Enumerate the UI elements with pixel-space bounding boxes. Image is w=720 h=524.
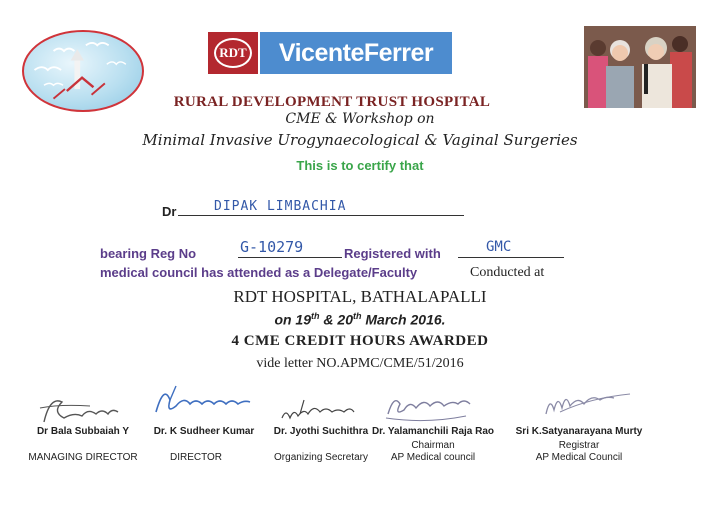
recipient-underline — [178, 215, 464, 216]
signatory-4-title: Chairman — [411, 440, 455, 451]
dates-sup-2: th — [352, 311, 362, 321]
recipient-prefix: Dr — [162, 204, 177, 219]
hospital-title: RURAL DEVELOPMENT TRUST HOSPITAL — [173, 94, 491, 110]
registered-with-label: Registered with — [344, 246, 441, 261]
signatory-5-title2: AP Medical Council — [535, 452, 623, 463]
reg-no-underline — [238, 257, 342, 258]
signatory-4-name: Dr. Yalamanchili Raja Rao — [371, 426, 495, 437]
event-dates — [0, 311, 720, 328]
recipient-name: DIPAK LIMBACHIA — [214, 199, 347, 214]
credit-hours: 4 CME CREDIT HOURS AWARDED — [231, 333, 489, 349]
council-value: GMC — [486, 239, 512, 255]
vicente-ferrer-logo-text: VicenteFerrer — [260, 32, 452, 74]
event-title-line2: Minimal Invasive Urogynaecological & Vaginal Surgeries — [142, 131, 578, 149]
signatory-2-title: DIRECTOR — [169, 452, 223, 463]
rdt-logo-mark — [208, 32, 258, 74]
dates-part-2: & 20 — [319, 311, 353, 328]
bearing-reg-label: bearing Reg No — [100, 246, 197, 261]
conducted-at-label: Conducted at — [470, 265, 545, 280]
signatory-1-title: MANAGING DIRECTOR — [28, 452, 138, 463]
reg-no-value: G-10279 — [240, 238, 304, 256]
signatory-4-title2: AP Medical council — [390, 452, 476, 463]
council-underline — [458, 257, 564, 258]
signatory-3-title: Organizing Secretary — [274, 452, 368, 463]
dates-part-1: on 19 — [274, 311, 312, 328]
signatory-3-name: Dr. Jyothi Suchithra — [273, 426, 369, 437]
event-title-line1: CME & Workshop on — [285, 111, 435, 127]
letter-reference: vide letter NO.APMC/CME/51/2016 — [256, 356, 464, 371]
venue: RDT HOSPITAL, BATHALAPALLI — [233, 287, 487, 306]
dates-sup-1: th — [311, 311, 320, 321]
signatory-2-name: Dr. K Sudheer Kumar — [153, 426, 255, 437]
rdt-logo-text: RDT — [214, 38, 252, 68]
signatory-5-name: Sri K.Satyanarayana Murty — [515, 426, 643, 437]
dates-part-3: March 2016. — [361, 311, 446, 328]
signatory-1-name: Dr Bala Subbaiah Y — [36, 426, 130, 437]
certify-statement: This is to certify that — [296, 158, 424, 173]
attended-statement: medical council has attended as a Delegate/Faculty — [100, 265, 418, 280]
signatures-graphic — [0, 378, 720, 428]
signatory-5-title: Registrar — [558, 440, 600, 451]
